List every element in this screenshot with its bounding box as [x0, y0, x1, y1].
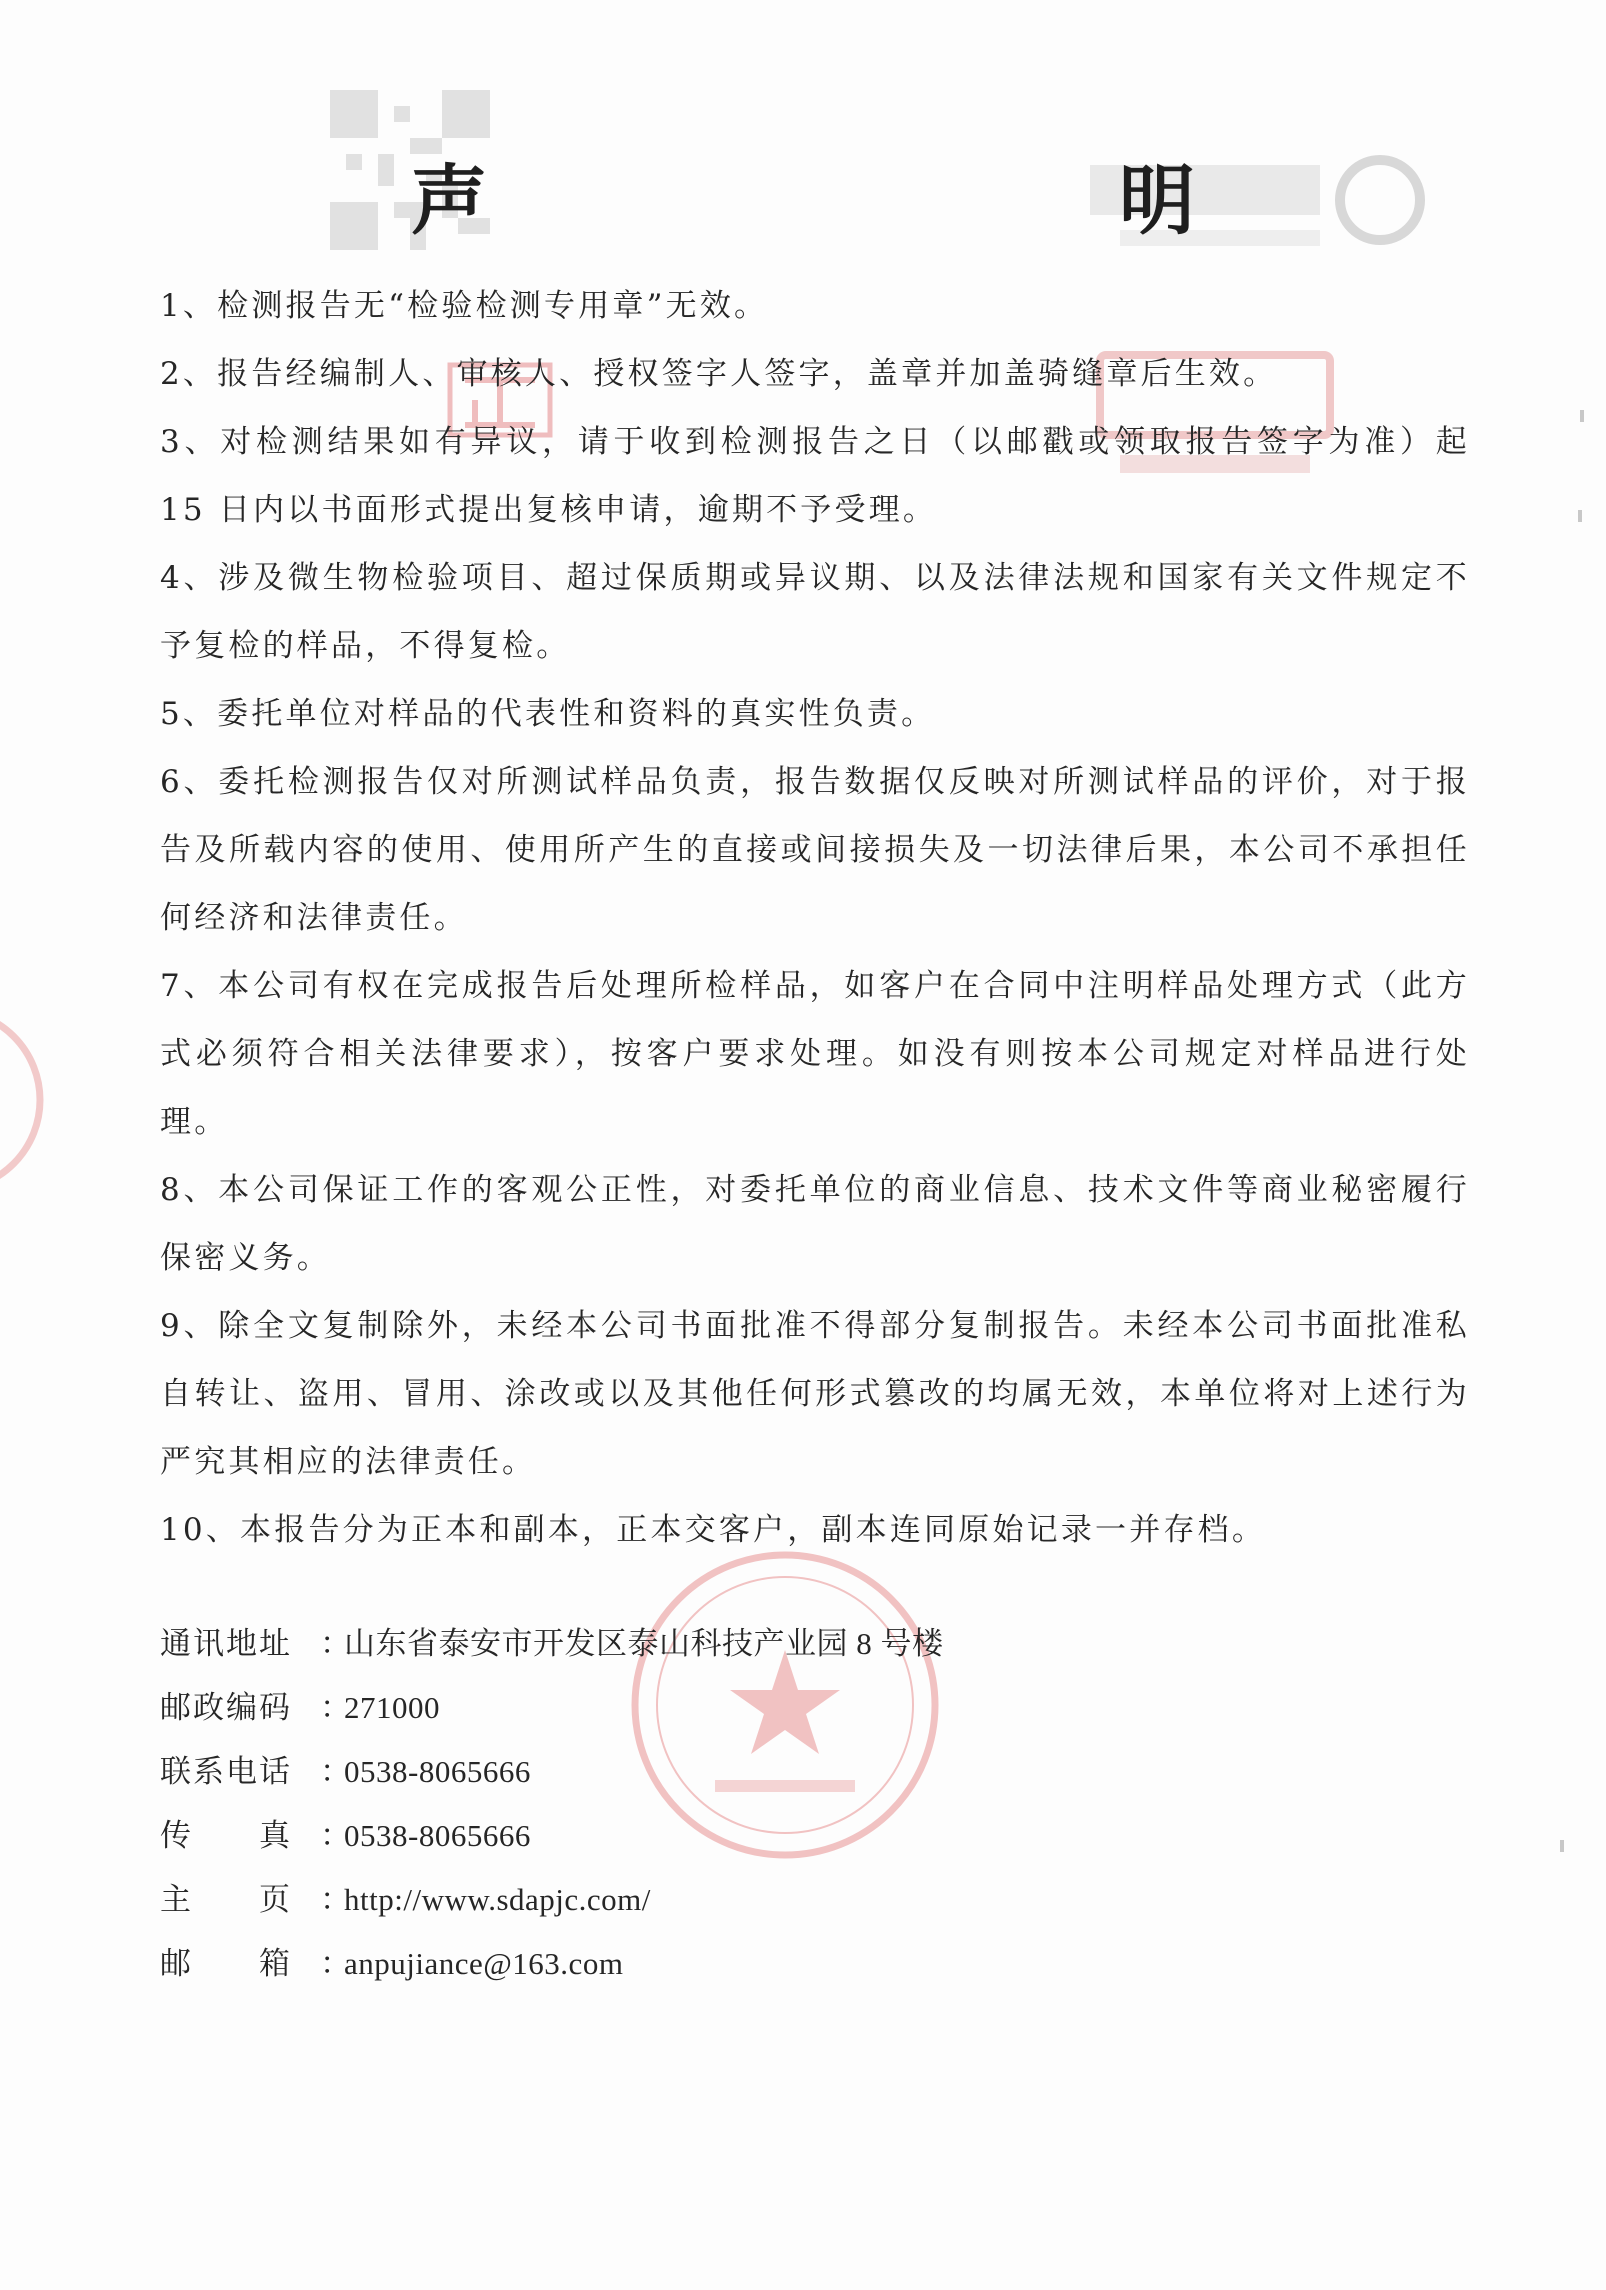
contact-label: 主 页	[160, 1882, 292, 1918]
clause-4: 4、涉及微生物检验项目、超过保质期或异议期、以及法律法规和国家有关文件规定不予复检的样品，不得复检。	[160, 560, 1470, 664]
clause-10: 10、本报告分为正本和副本，正本交客户，副本连同原始记录一并存档。	[160, 1512, 1267, 1548]
contact-row-postcode	[160, 1682, 1060, 1746]
contact-row-homepage	[160, 1874, 1060, 1938]
contact-postcode-value: 271000	[344, 1690, 440, 1725]
clause-9: 9、除全文复制除外，未经本公司书面批准不得部分复制报告。未经本公司书面批准私自转让、盗用、冒用、涂改或以及其他任何形式篡改的均属无效，本单位将对上述行为严究其相应的法律责任。	[160, 1308, 1470, 1480]
page-title: 声 明	[411, 156, 1355, 245]
clause-7: 7、本公司有权在完成报告后处理所检样品，如客户在合同中注明样品处理方式（此方式必须符合相关法律要求），按客户要求处理。如没有则按本公司规定对样品进行处理。	[160, 968, 1470, 1140]
contact-colon: ：	[320, 1946, 351, 1982]
contact-colon: ：	[320, 1882, 351, 1918]
scan-mark	[1580, 410, 1584, 422]
contact-colon: ：	[320, 1690, 351, 1726]
contact-fax-value: 0538-8065666	[344, 1818, 531, 1853]
contact-row-email	[160, 1938, 1060, 2002]
contact-label: 邮 箱	[160, 1946, 292, 1982]
contact-email-link[interactable]: anpujiance@163.com	[344, 1946, 624, 1981]
clause-3: 3、对检测结果如有异议，请于收到检测报告之日（以邮戳或领取报告签字为准）起 15 日内以书面形式提出复核申请，逾期不予受理。	[160, 424, 1470, 528]
contact-label: 通讯地址	[160, 1626, 292, 1662]
clause-1: 1、检测报告无“检验检测专用章”无效。	[160, 288, 769, 324]
contact-label: 传 真	[160, 1818, 292, 1854]
scan-mark	[1578, 510, 1582, 522]
contact-colon: ：	[320, 1754, 351, 1790]
contact-colon: ：	[320, 1626, 351, 1662]
contact-colon: ：	[320, 1818, 351, 1854]
contact-label: 邮政编码	[160, 1690, 292, 1726]
contact-homepage-link[interactable]: http://www.sdapjc.com/	[344, 1882, 651, 1917]
clause-8: 8、本公司保证工作的客观公正性，对委托单位的商业信息、技术文件等商业秘密履行保密义务。	[160, 1172, 1470, 1276]
contact-address-value: 山东省泰安市开发区泰山科技产业园 8 号楼	[344, 1626, 944, 1661]
edge-seal-icon	[0, 1000, 50, 1200]
scan-mark	[1560, 1840, 1564, 1852]
clause-6: 6、委托检测报告仅对所测试样品负责，报告数据仅反映对所测试样品的评价，对于报告及所载内容的使用、使用所产生的直接或间接损失及一切法律后果，本公司不承担任何经济和法律责任。	[160, 764, 1470, 936]
contact-info	[160, 1618, 1060, 2002]
contact-row-fax	[160, 1810, 1060, 1874]
contact-row-address	[160, 1618, 1060, 1682]
statement-clauses	[160, 272, 1470, 1564]
contact-phone-value: 0538-8065666	[344, 1754, 531, 1789]
clause-5: 5、委托单位对样品的代表性和资料的真实性负责。	[160, 696, 936, 732]
clause-2: 2、报告经编制人、审核人、授权签字人签字，盖章并加盖骑缝章后生效。	[160, 356, 1278, 392]
contact-label: 联系电话	[160, 1754, 292, 1790]
contact-row-phone	[160, 1746, 1060, 1810]
